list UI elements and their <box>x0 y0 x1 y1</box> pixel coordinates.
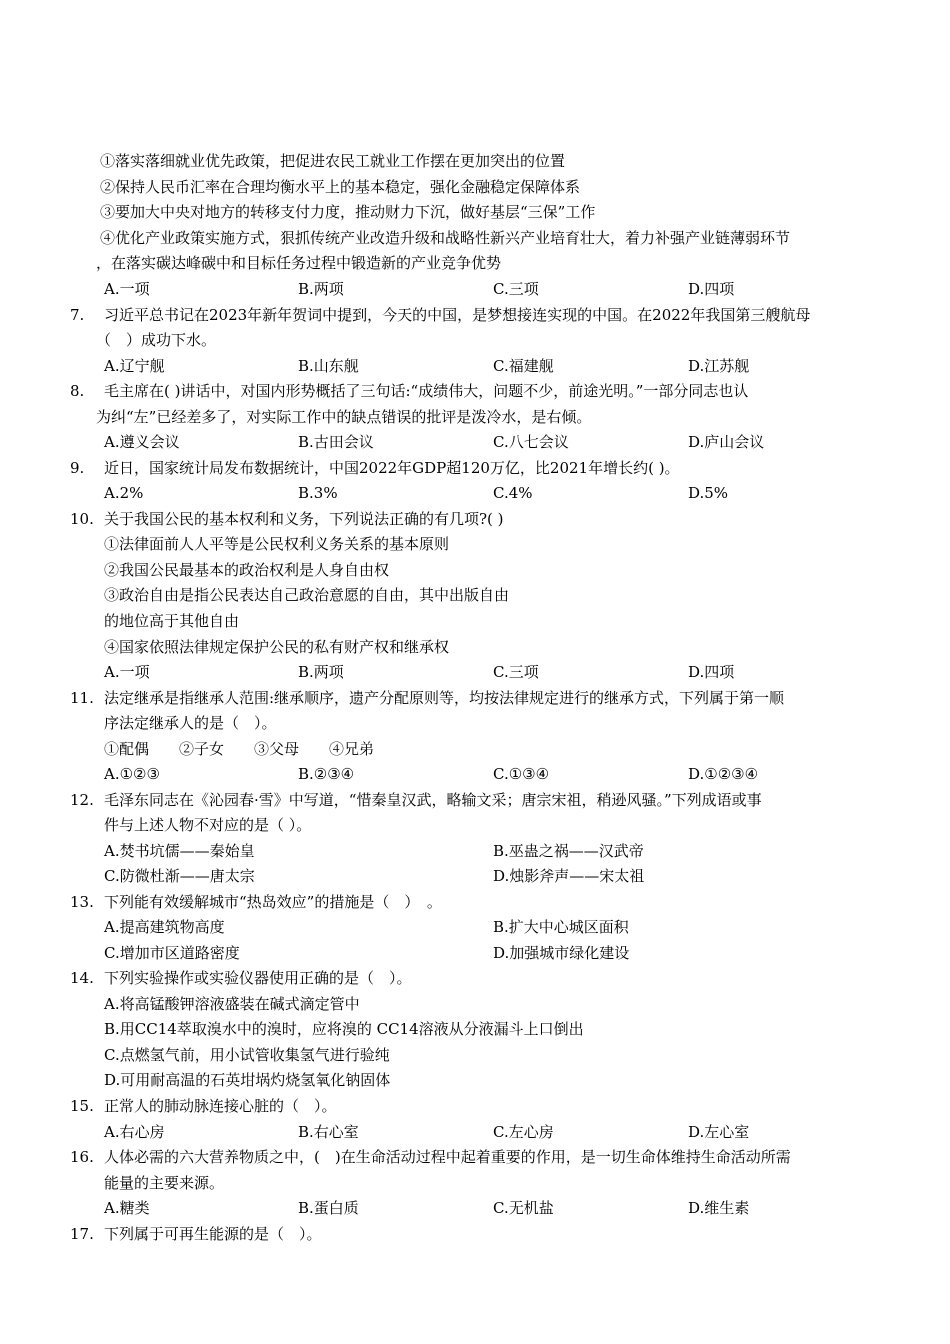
question-number: 13. <box>70 893 94 911</box>
option-d[interactable]: D.四项 <box>688 280 735 298</box>
option-a[interactable]: A.将高锰酸钾溶液盛装在碱式滴定管中 <box>104 995 360 1013</box>
option-row <box>0 1120 950 1145</box>
option-b[interactable]: B.山东舰 <box>298 357 359 375</box>
question-stem: 近日，国家统计局发布数据统计，中国2022年GDP超120万亿，比2021年增长约( )。 <box>104 459 680 477</box>
option-row <box>0 1068 950 1093</box>
question-14 <box>0 966 950 991</box>
option-b[interactable]: B.两项 <box>298 663 344 681</box>
question-stem-line: 为纠“左”已经差多了，对实际工作中的缺点错误的批评是泼冷水，是右倾。 <box>96 408 592 426</box>
option-b[interactable]: B.用CC14萃取溴水中的溴时，应将溴的 CC14溶液从分液漏斗上口倒出 <box>104 1020 584 1038</box>
question-stem: 下列实验操作或实验仪器使用正确的是（ ）。 <box>104 969 412 987</box>
statement-line: ①法律面前人人平等是公民权利义务关系的基本原则 <box>104 535 450 553</box>
question-stem: 正常人的肺动脉连接心脏的（ ）。 <box>104 1097 337 1115</box>
option-row <box>0 992 950 1017</box>
question-stem: 毛泽东同志在《沁园春·雪》中写道，“惜秦皇汉武，略输文采；唐宗宋祖，稍逊风骚。”下列成语或事 <box>104 791 762 809</box>
option-row <box>0 1043 950 1068</box>
option-b[interactable]: B.巫蛊之祸——汉武帝 <box>493 842 644 860</box>
statement-line: ①落实落细就业优先政策，把促进农民工就业工作摆在更加突出的位置 <box>100 152 566 170</box>
question-16 <box>0 1145 950 1170</box>
question-number: 14. <box>70 969 94 987</box>
option-d[interactable]: D.维生素 <box>688 1199 750 1217</box>
question-17 <box>0 1222 950 1247</box>
statement-line: ②我国公民最基本的政治权利是人身自由权 <box>104 561 390 579</box>
option-c[interactable]: C.三项 <box>493 663 539 681</box>
option-a[interactable]: A.一项 <box>104 280 150 298</box>
option-d[interactable]: D.①②③④ <box>688 765 759 783</box>
option-d[interactable]: D.烛影斧声——宋太祖 <box>493 867 645 885</box>
option-row <box>0 1017 950 1042</box>
question-number: 17. <box>70 1225 94 1243</box>
question-stem-line: 能量的主要来源。 <box>104 1174 225 1192</box>
option-a[interactable]: A.辽宁舰 <box>104 357 165 375</box>
option-row <box>0 762 950 787</box>
statement-line: 的地位高于其他自由 <box>104 612 240 630</box>
option-c[interactable]: C.①③④ <box>493 765 550 783</box>
option-row <box>0 1196 950 1221</box>
option-a[interactable]: A.2% <box>104 484 144 502</box>
option-d[interactable]: D.左心室 <box>688 1123 750 1141</box>
question-number: 11. <box>70 689 94 707</box>
option-row <box>0 354 950 379</box>
option-b[interactable]: B.两项 <box>298 280 344 298</box>
statement-line: ④国家依照法律规定保护公民的私有财产权和继承权 <box>104 638 450 656</box>
question-stem-line: （ ）成功下水。 <box>96 331 217 349</box>
option-b[interactable]: B.右心室 <box>298 1123 359 1141</box>
statement-line: ③政治自由是指公民表达自己政治意愿的自由，其中出版自由 <box>104 586 510 604</box>
option-c[interactable]: C.增加市区道路密度 <box>104 944 240 962</box>
question-number: 10. <box>70 510 94 528</box>
question-number: 12. <box>70 791 94 809</box>
option-a[interactable]: A.一项 <box>104 663 150 681</box>
option-b[interactable]: B.②③④ <box>298 765 355 783</box>
option-d[interactable]: D.5% <box>688 484 729 502</box>
option-c[interactable]: C.防微杜渐——唐太宗 <box>104 867 255 885</box>
option-d[interactable]: D.可用耐高温的石英坩埚灼烧氢氧化钠固体 <box>104 1071 391 1089</box>
option-a[interactable]: A.焚书坑儒——秦始皇 <box>104 842 255 860</box>
question-stem: 关于我国公民的基本权利和义务，下列说法正确的有几项?( ) <box>104 510 504 528</box>
option-a[interactable]: A.①②③ <box>104 765 160 783</box>
option-a[interactable]: A.糖类 <box>104 1199 150 1217</box>
question-stem: 下列能有效缓解城市“热岛效应”的措施是（ ） 。 <box>104 893 442 911</box>
option-a[interactable]: A.遵义会议 <box>104 433 180 451</box>
question-number: 16. <box>70 1148 94 1166</box>
question-stem: 下列属于可再生能源的是（ ）。 <box>104 1225 322 1243</box>
option-a[interactable]: A.右心房 <box>104 1123 165 1141</box>
option-d[interactable]: D.庐山会议 <box>688 433 765 451</box>
option-row <box>0 864 950 889</box>
question-stem: 人体必需的六大营养物质之中，( )在生命活动过程中起着重要的作用，是一切生命体维持生命活动所需 <box>104 1148 791 1166</box>
question-number: 15. <box>70 1097 94 1115</box>
option-b[interactable]: B.蛋白质 <box>298 1199 359 1217</box>
question-11 <box>0 686 950 711</box>
question-10 <box>0 507 950 532</box>
question-12 <box>0 788 950 813</box>
question-stem-line: 件与上述人物不对应的是（ ）。 <box>104 816 312 834</box>
statement-line: ④优化产业政策实施方式，狠抓传统产业改造升级和战略性新兴产业培育壮大，着力补强产业链薄弱环节 <box>100 229 791 247</box>
statement-line: ①配偶 ②子女 ③父母 ④兄弟 <box>104 740 375 758</box>
option-row <box>0 430 950 455</box>
option-c[interactable]: C.左心房 <box>493 1123 554 1141</box>
question-7 <box>0 303 950 328</box>
question-number: 9. <box>70 459 85 477</box>
option-row <box>0 660 950 685</box>
option-a[interactable]: A.提高建筑物高度 <box>104 918 225 936</box>
question-15 <box>0 1094 950 1119</box>
question-stem: 法定继承是指继承人范围:继承顺序，遗产分配原则等，均按法律规定进行的继承方式，下列属于第一顺 <box>104 689 785 707</box>
question-stem: 习近平总书记在2023年新年贺词中提到，今天的中国，是梦想接连实现的中国。在2022年我国第三艘航母 <box>104 306 811 324</box>
option-row <box>0 915 950 940</box>
statement-line: ②保持人民币汇率在合理均衡水平上的基本稳定，强化金融稳定保障体系 <box>100 178 581 196</box>
question-9 <box>0 456 950 481</box>
option-row <box>0 839 950 864</box>
statement-line: ，在落实碳达峰碳中和目标任务过程中锻造新的产业竞争优势 <box>96 254 502 272</box>
question-number: 8. <box>70 382 85 400</box>
question-stem-line: 序法定继承人的是（ ）。 <box>104 714 277 732</box>
question-stem: 毛主席在( )讲话中，对国内形势概括了三句话:“成绩伟大，问题不少，前途光明。”一部分同志也认 <box>104 382 749 400</box>
question-number: 7. <box>70 306 85 324</box>
option-d[interactable]: D.江苏舰 <box>688 357 750 375</box>
statement-line: ③要加大中央对地方的转移支付力度，推动财力下沉，做好基层“三保”工作 <box>100 203 596 221</box>
option-row <box>0 941 950 966</box>
question-8 <box>0 379 950 404</box>
option-c[interactable]: C.福建舰 <box>493 357 554 375</box>
option-b[interactable]: B.古田会议 <box>298 433 374 451</box>
option-c[interactable]: C.三项 <box>493 280 539 298</box>
option-b[interactable]: B.扩大中心城区面积 <box>493 918 629 936</box>
option-row <box>0 481 950 506</box>
option-c[interactable]: C.4% <box>493 484 533 502</box>
option-b[interactable]: B.3% <box>298 484 338 502</box>
option-c[interactable]: C.点燃氢气前，用小试管收集氢气进行验纯 <box>104 1046 390 1064</box>
question-13 <box>0 890 950 915</box>
option-d[interactable]: D.四项 <box>688 663 735 681</box>
option-row <box>0 277 950 302</box>
option-d[interactable]: D.加强城市绿化建设 <box>493 944 630 962</box>
option-c[interactable]: C.八七会议 <box>493 433 569 451</box>
option-c[interactable]: C.无机盐 <box>493 1199 554 1217</box>
